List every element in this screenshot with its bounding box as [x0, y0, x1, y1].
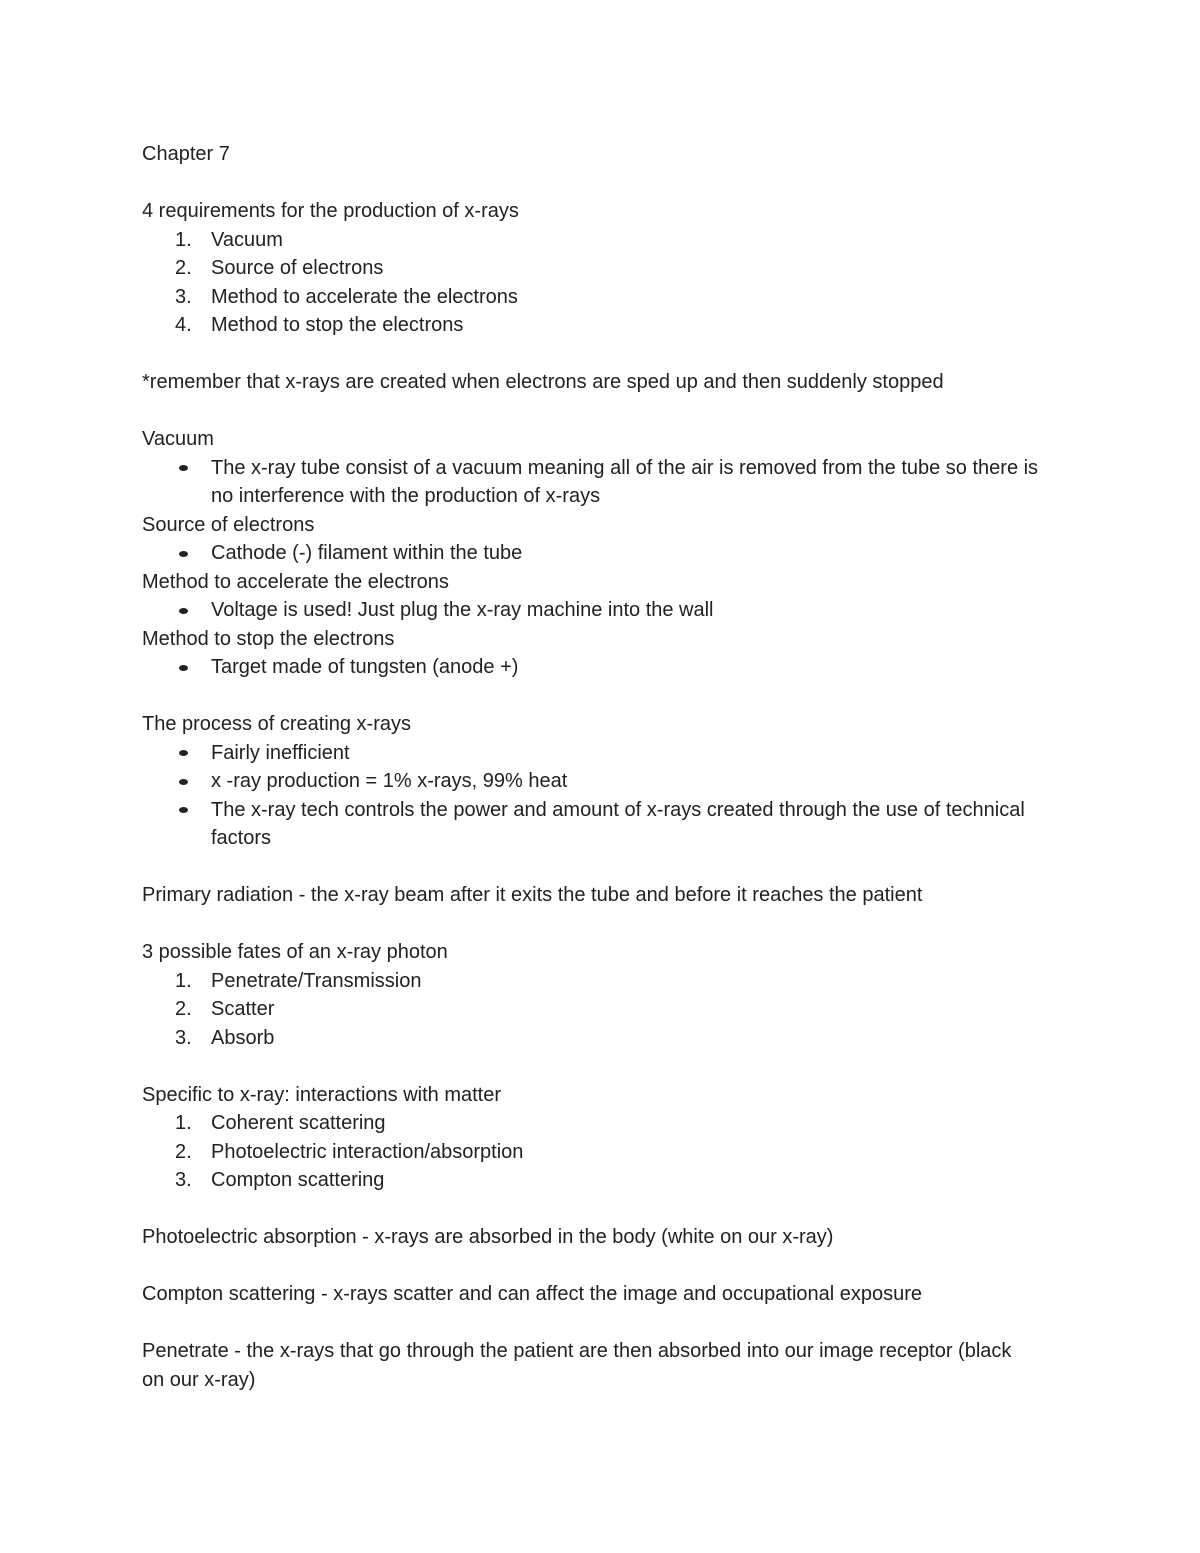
list-number: 1.: [175, 969, 192, 992]
list-number: 4.: [175, 314, 192, 336]
spacer: [142, 397, 1042, 426]
spacer: [142, 853, 1042, 882]
accelerate-heading: Method to accelerate the electrons: [142, 570, 449, 593]
bullet-text: The x-ray tube consist of a vacuum meaning all of the air is removed from the tube so there is no interference with the production of x-rays: [211, 456, 1039, 507]
list-item-text: Coherent scattering: [211, 1112, 386, 1134]
list-item: [142, 1138, 1042, 1167]
list-item-text: Compton scattering: [211, 1169, 385, 1191]
list-item: [142, 254, 1042, 283]
bullet-text: Voltage is used! Just plug the x-ray machine into the wall: [211, 599, 714, 621]
stop-heading: Method to stop the electrons: [142, 627, 395, 650]
reminder-note: *remember that x-rays are created when electrons are sped up and then suddenly stopped: [142, 371, 944, 393]
bullet-icon: [179, 750, 188, 756]
list-item-text: Absorb: [211, 1026, 275, 1049]
list-number: 3.: [175, 285, 192, 308]
list-item-text: Method to accelerate the electrons: [211, 285, 518, 308]
list-number: 1.: [175, 1112, 192, 1134]
penetrate-definition: Penetrate - the x-rays that go through the patient are then absorbed into our image receptor (black on our x-ray): [142, 1340, 1012, 1391]
list-number: 2.: [175, 998, 192, 1020]
bullet-item: [142, 767, 1042, 796]
bullet-item: [142, 539, 1042, 568]
list-number: 3.: [175, 1169, 192, 1191]
fates-heading: 3 possible fates of an x-ray photon: [142, 941, 448, 963]
list-number: 1.: [175, 228, 192, 251]
bullet-icon: [179, 551, 188, 557]
list-item: [142, 283, 1042, 312]
spacer: [142, 1252, 1042, 1281]
bullet-text: x -ray production = 1% x-rays, 99% heat: [211, 770, 568, 792]
spacer: [142, 1052, 1042, 1081]
list-item: [142, 1166, 1042, 1195]
spacer: [142, 169, 1042, 198]
list-item: [142, 1109, 1042, 1138]
bullet-icon: [179, 465, 188, 471]
interactions-heading: Specific to x-ray: interactions with matter: [142, 1083, 502, 1106]
list-item: [142, 311, 1042, 340]
bullet-item: [142, 739, 1042, 768]
list-number: 2.: [175, 1140, 192, 1163]
list-item-text: Photoelectric interaction/absorption: [211, 1140, 524, 1163]
list-item: [142, 1024, 1042, 1053]
bullet-item: [142, 796, 1041, 853]
document-page: [142, 140, 1042, 1394]
process-heading: The process of creating x-rays: [142, 713, 411, 735]
bullet-text: The x-ray tech controls the power and amount of x-rays created through the use of technical factors: [211, 798, 1025, 849]
bullet-item: [142, 596, 1042, 625]
list-number: 3.: [175, 1026, 192, 1049]
bullet-icon: [179, 779, 188, 785]
bullet-text: Cathode (-) filament within the tube: [211, 542, 523, 564]
bullet-icon: [179, 807, 188, 813]
list-item-text: Penetrate/Transmission: [211, 969, 422, 992]
spacer: [142, 1309, 1042, 1338]
bullet-text: Target made of tungsten (anode +): [211, 656, 519, 678]
bullet-text: Fairly inefficient: [211, 741, 350, 764]
bullet-icon: [179, 665, 188, 671]
compton-definition: Compton scattering - x-rays scatter and can affect the image and occupational exposure: [142, 1283, 923, 1305]
list-item: [142, 226, 1042, 255]
spacer: [142, 682, 1042, 711]
bullet-icon: [179, 608, 188, 614]
list-item-text: Method to stop the electrons: [211, 314, 464, 336]
list-item-text: Vacuum: [211, 228, 283, 251]
spacer: [142, 1195, 1042, 1224]
photoelectric-definition: Photoelectric absorption - x-rays are absorbed in the body (white on our x-ray): [142, 1226, 834, 1248]
list-item-text: Source of electrons: [211, 257, 384, 279]
page-title: Chapter 7: [142, 143, 230, 165]
bullet-item: [142, 653, 1042, 682]
source-heading: Source of electrons: [142, 513, 315, 536]
list-item-text: Scatter: [211, 998, 275, 1020]
requirements-heading: 4 requirements for the production of x-rays: [142, 200, 519, 222]
spacer: [142, 340, 1042, 369]
primary-radiation-definition: Primary radiation - the x-ray beam after it exits the tube and before it reaches the patient: [142, 884, 923, 906]
list-item: [142, 995, 1042, 1024]
bullet-item: [142, 454, 1041, 511]
list-item: [142, 967, 1042, 996]
spacer: [142, 910, 1042, 939]
list-number: 2.: [175, 257, 192, 279]
vacuum-heading: Vacuum: [142, 428, 214, 450]
